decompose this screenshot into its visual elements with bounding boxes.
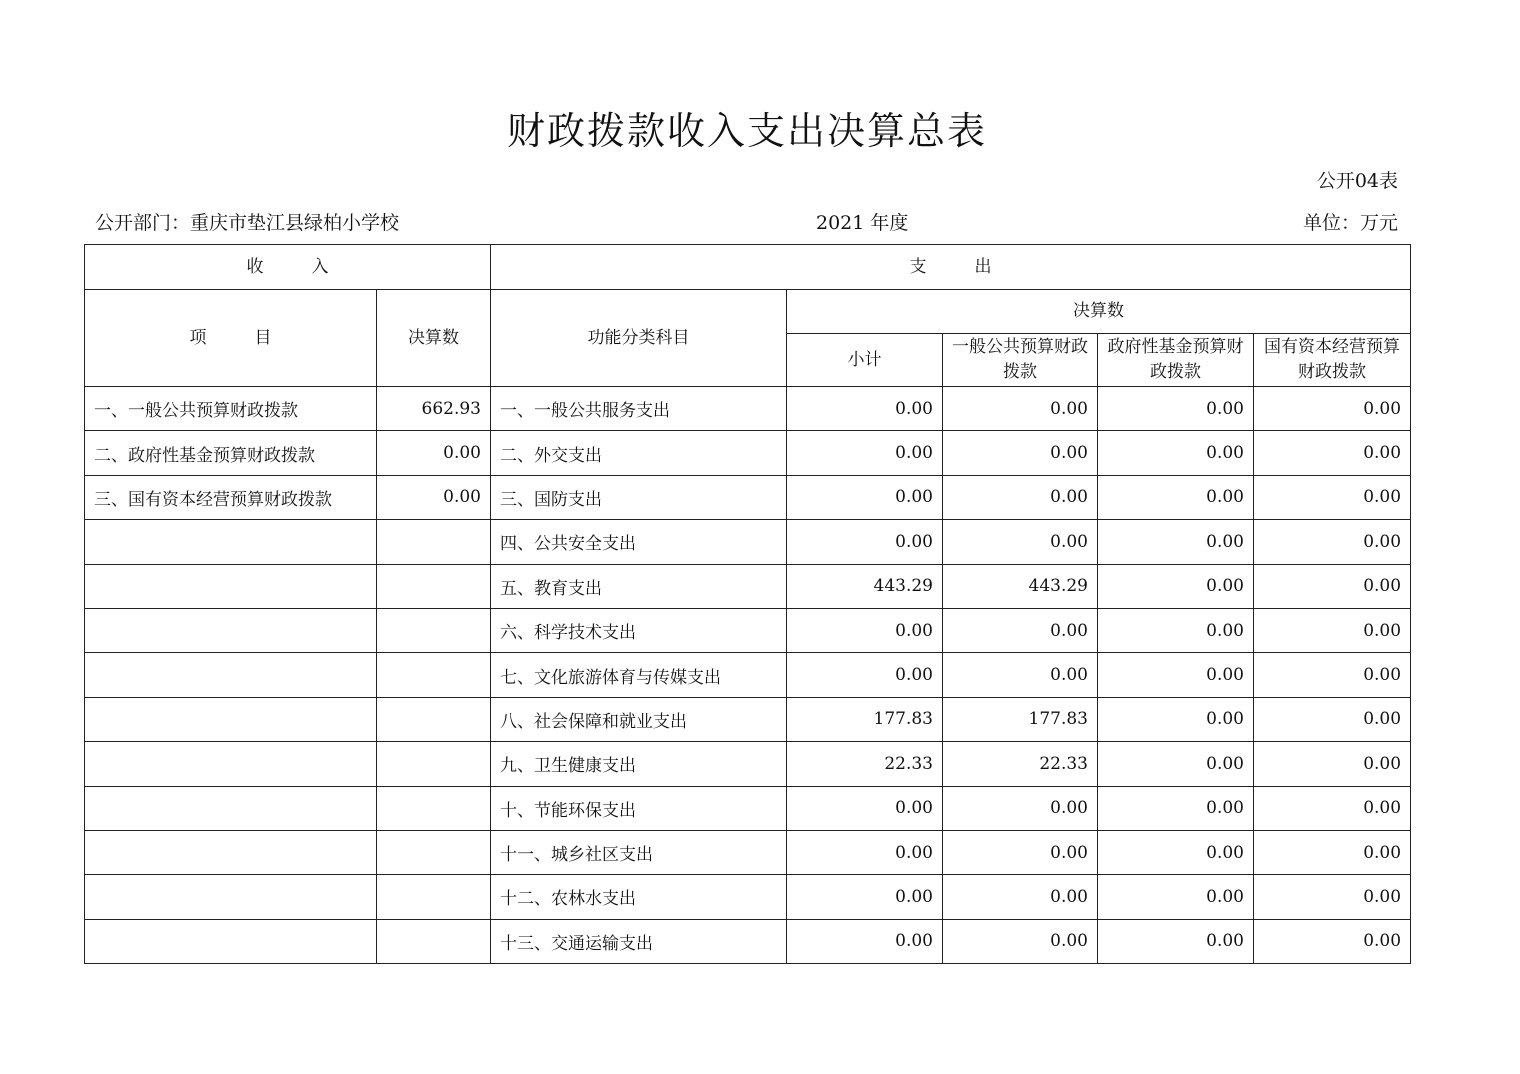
gov-fund-cell: 0.00 [1098, 431, 1254, 475]
item-char-2: 目 [254, 327, 272, 348]
income-final-header: 决算数 [377, 290, 491, 387]
income-amount-cell [377, 564, 491, 608]
general-budget-header: 一般公共预算财政拨款 [943, 334, 1098, 387]
income-amount-cell [377, 830, 491, 874]
income-group-header [85, 245, 491, 290]
general-budget-cell: 0.00 [943, 475, 1098, 519]
subtotal-cell: 22.33 [787, 742, 943, 786]
income-char-1: 收 [246, 256, 264, 277]
category-cell: 九、卫生健康支出 [491, 742, 787, 786]
appropriation-summary-table [84, 244, 1411, 964]
gov-fund-cell: 0.00 [1098, 697, 1254, 741]
subtotal-cell: 0.00 [787, 387, 943, 431]
income-amount-cell [377, 919, 491, 963]
income-amount-cell [377, 608, 491, 652]
category-cell: 十二、农林水支出 [491, 875, 787, 919]
table-row [85, 431, 1411, 475]
income-item-cell [85, 919, 377, 963]
income-amount-cell [377, 697, 491, 741]
income-amount-cell [377, 786, 491, 830]
general-budget-cell: 0.00 [943, 875, 1098, 919]
state-capital-cell: 0.00 [1254, 742, 1411, 786]
subtotal-cell: 0.00 [787, 830, 943, 874]
state-capital-header: 国有资本经营预算财政拨款 [1254, 334, 1411, 387]
category-cell: 六、科学技术支出 [491, 608, 787, 652]
gov-fund-cell: 0.00 [1098, 564, 1254, 608]
subtotal-cell: 0.00 [787, 786, 943, 830]
gov-fund-cell: 0.00 [1098, 520, 1254, 564]
table-row [85, 875, 1411, 919]
general-budget-cell: 0.00 [943, 786, 1098, 830]
item-header [85, 290, 377, 387]
gov-fund-cell: 0.00 [1098, 475, 1254, 519]
state-capital-cell: 0.00 [1254, 830, 1411, 874]
income-amount-cell [377, 520, 491, 564]
subtotal-cell: 0.00 [787, 520, 943, 564]
table-row [85, 653, 1411, 697]
gov-fund-cell: 0.00 [1098, 830, 1254, 874]
general-budget-cell: 0.00 [943, 520, 1098, 564]
category-cell: 一、一般公共服务支出 [491, 387, 787, 431]
category-cell: 二、外交支出 [491, 431, 787, 475]
general-budget-cell: 0.00 [943, 608, 1098, 652]
income-item-cell [85, 520, 377, 564]
category-cell: 四、公共安全支出 [491, 520, 787, 564]
general-budget-cell: 177.83 [943, 697, 1098, 741]
income-amount-cell: 0.00 [377, 475, 491, 519]
income-amount-cell: 0.00 [377, 431, 491, 475]
income-item-cell [85, 742, 377, 786]
income-item-cell: 二、政府性基金预算财政拨款 [85, 431, 377, 475]
state-capital-cell: 0.00 [1254, 608, 1411, 652]
general-budget-cell: 0.00 [943, 387, 1098, 431]
page-title: 财政拨款收入支出决算总表 [506, 109, 987, 153]
category-cell: 八、社会保障和就业支出 [491, 697, 787, 741]
general-budget-cell: 443.29 [943, 564, 1098, 608]
state-capital-cell: 0.00 [1254, 875, 1411, 919]
item-char-1: 项 [189, 327, 207, 348]
general-budget-cell: 22.33 [943, 742, 1098, 786]
table-row [85, 564, 1411, 608]
general-budget-cell: 0.00 [943, 653, 1098, 697]
state-capital-cell: 0.00 [1254, 520, 1411, 564]
income-item-cell: 一、一般公共预算财政拨款 [85, 387, 377, 431]
subtotal-cell: 0.00 [787, 653, 943, 697]
gov-fund-cell: 0.00 [1098, 653, 1254, 697]
state-capital-cell: 0.00 [1254, 919, 1411, 963]
table-row [85, 608, 1411, 652]
fiscal-year: 2021 年度 [816, 212, 909, 234]
income-item-cell [85, 697, 377, 741]
state-capital-cell: 0.00 [1254, 697, 1411, 741]
category-cell: 十三、交通运输支出 [491, 919, 787, 963]
general-budget-cell: 0.00 [943, 431, 1098, 475]
table-row [85, 919, 1411, 963]
state-capital-cell: 0.00 [1254, 786, 1411, 830]
subtotal-cell: 443.29 [787, 564, 943, 608]
table-row [85, 742, 1411, 786]
income-item-cell [85, 786, 377, 830]
expense-final-header: 决算数 [787, 290, 1411, 334]
income-item-cell: 三、国有资本经营预算财政拨款 [85, 475, 377, 519]
table-row [85, 520, 1411, 564]
table-row [85, 786, 1411, 830]
unit-label: 单位：万元 [1302, 212, 1398, 234]
state-capital-cell: 0.00 [1254, 387, 1411, 431]
table-row [85, 830, 1411, 874]
general-budget-cell: 0.00 [943, 830, 1098, 874]
state-capital-cell: 0.00 [1254, 653, 1411, 697]
subtotal-cell: 177.83 [787, 697, 943, 741]
expense-char-1: 支 [909, 256, 927, 277]
income-item-cell [85, 653, 377, 697]
expense-group-header [491, 245, 1411, 290]
state-capital-cell: 0.00 [1254, 431, 1411, 475]
gov-fund-cell: 0.00 [1098, 786, 1254, 830]
gov-fund-header: 政府性基金预算财政拨款 [1098, 334, 1254, 387]
subtotal-cell: 0.00 [787, 919, 943, 963]
income-item-cell [85, 875, 377, 919]
subtotal-cell: 0.00 [787, 431, 943, 475]
category-cell: 五、教育支出 [491, 564, 787, 608]
table-row [85, 697, 1411, 741]
subtotal-cell: 0.00 [787, 875, 943, 919]
state-capital-cell: 0.00 [1254, 475, 1411, 519]
function-category-header: 功能分类科目 [491, 290, 787, 387]
income-char-2: 入 [311, 256, 329, 277]
category-cell: 七、文化旅游体育与传媒支出 [491, 653, 787, 697]
table-row [85, 475, 1411, 519]
table-body [85, 387, 1411, 964]
income-item-cell [85, 564, 377, 608]
subtotal-header: 小计 [787, 334, 943, 387]
income-item-cell [85, 830, 377, 874]
general-budget-cell: 0.00 [943, 919, 1098, 963]
gov-fund-cell: 0.00 [1098, 875, 1254, 919]
gov-fund-cell: 0.00 [1098, 919, 1254, 963]
income-amount-cell [377, 875, 491, 919]
category-cell: 十一、城乡社区支出 [491, 830, 787, 874]
expense-char-2: 出 [974, 256, 992, 277]
subtotal-cell: 0.00 [787, 608, 943, 652]
category-cell: 三、国防支出 [491, 475, 787, 519]
table-row [85, 387, 1411, 431]
income-amount-cell [377, 653, 491, 697]
income-item-cell [85, 608, 377, 652]
form-number: 公开04表 [1316, 170, 1398, 192]
gov-fund-cell: 0.00 [1098, 608, 1254, 652]
state-capital-cell: 0.00 [1254, 564, 1411, 608]
income-amount-cell: 662.93 [377, 387, 491, 431]
gov-fund-cell: 0.00 [1098, 742, 1254, 786]
department-label: 公开部门：重庆市垫江县绿柏小学校 [95, 212, 400, 234]
income-amount-cell [377, 742, 491, 786]
subtotal-cell: 0.00 [787, 475, 943, 519]
gov-fund-cell: 0.00 [1098, 387, 1254, 431]
category-cell: 十、节能环保支出 [491, 786, 787, 830]
